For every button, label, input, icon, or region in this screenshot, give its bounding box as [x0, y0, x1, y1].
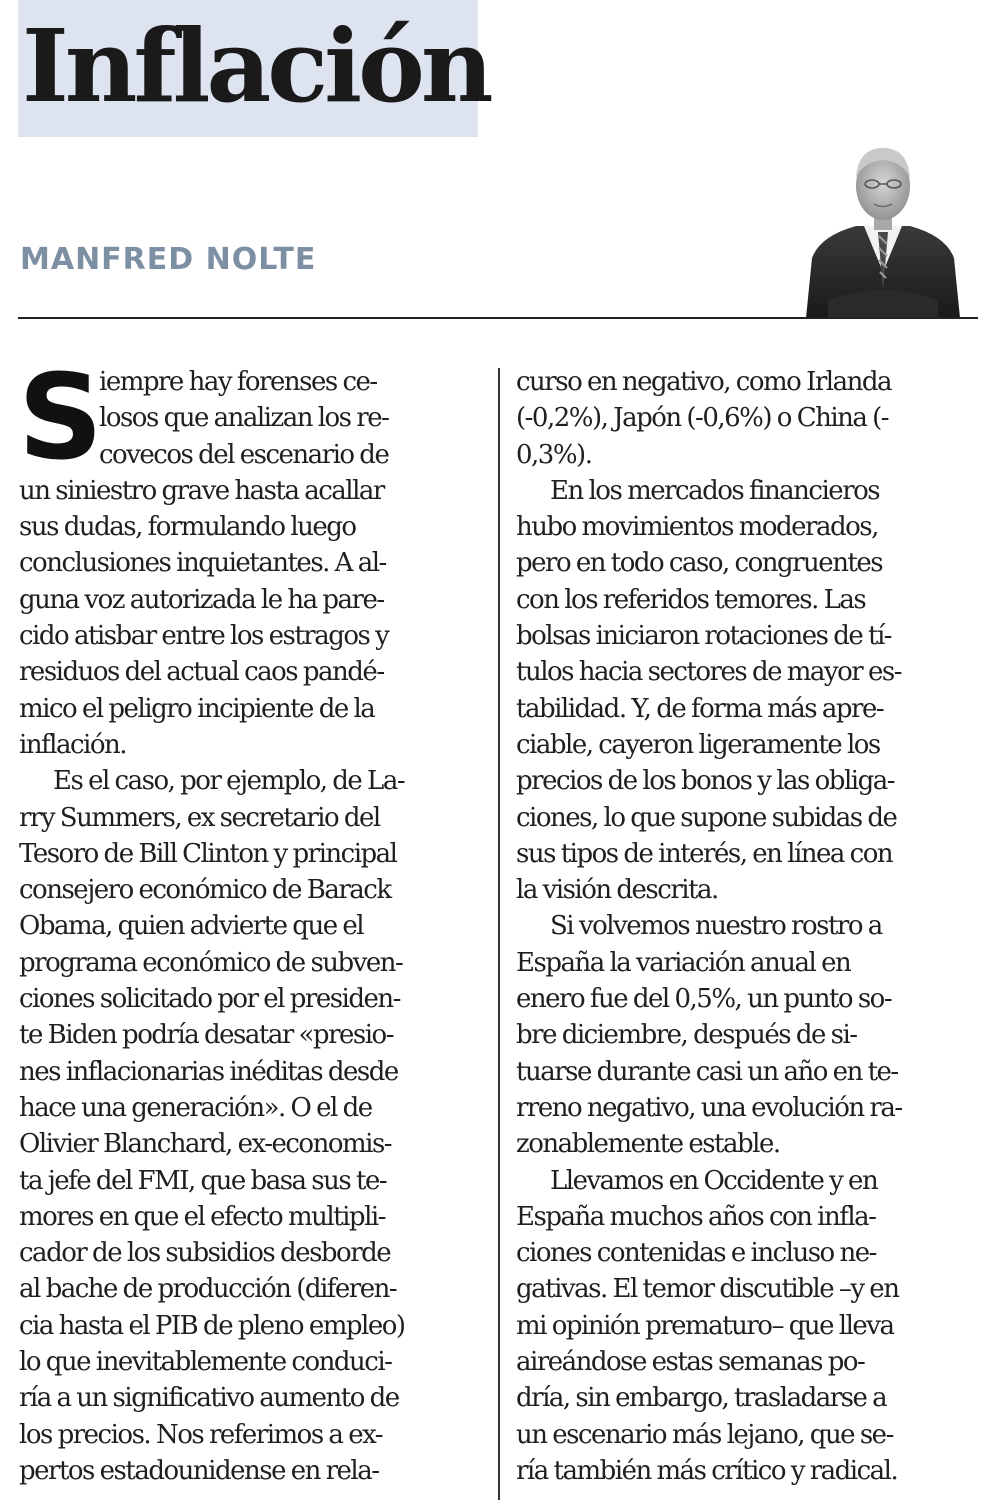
text-line: con los referidos temores. Las [516, 584, 866, 615]
text-line: sus dudas, formulando luego [19, 512, 356, 543]
drop-cap: S [18, 348, 103, 486]
text-line: enero fue del 0,5%, un punto so- [516, 984, 892, 1015]
text-line: precios de los bonos y las obliga- [516, 766, 895, 797]
text-line: un escenario más lejano, que se- [516, 1419, 893, 1450]
text-line: zonablemente estable. [516, 1129, 780, 1160]
text-line: mores en que el efecto multipli- [19, 1201, 385, 1232]
article-title: Inflación [22, 7, 490, 125]
text-line: programa económico de subven- [19, 947, 403, 978]
text-line: la visión descrita. [516, 875, 718, 906]
text-line: aireándose estas semanas po- [516, 1347, 865, 1378]
author-photo [798, 140, 968, 318]
text-line: te Biden podría desatar «presio- [19, 1020, 393, 1051]
text-line: cido atisbar entre los estragos y [19, 621, 389, 652]
text-line: Tesoro de Bill Clinton y principal [19, 838, 397, 869]
column-divider [498, 368, 500, 1500]
text-line: guna voz autorizada le ha pare- [19, 584, 384, 615]
text-line: ciones solicitado por el presiden- [19, 984, 400, 1015]
text-line: gativas. El temor discutible –y en [516, 1274, 899, 1305]
text-line: cador de los subsidios desborde [19, 1238, 391, 1269]
text-line: ciable, cayeron ligeramente los [516, 729, 880, 760]
text-line: rry Summers, ex secretario del [19, 802, 380, 833]
text-line: curso en negativo, como Irlanda [516, 367, 891, 397]
text-line: inflación. [19, 729, 127, 760]
text-line: iempre hay forenses ce- [99, 367, 377, 397]
text-line: ría también más crítico y radical. [516, 1455, 898, 1486]
text-line: un siniestro grave hasta acallar [19, 475, 384, 506]
author-name: MANFRED NOLTE [20, 242, 317, 277]
text-line: ciones contenidas e incluso ne- [516, 1238, 876, 1269]
text-line: dría, sin embargo, trasladarse a [516, 1383, 887, 1414]
text-line: tabilidad. Y, de forma más apre- [516, 693, 884, 724]
text-line: hubo movimientos moderados, [516, 512, 878, 543]
text-line: los precios. Nos referimos a ex- [19, 1419, 383, 1450]
text-line: ciones, lo que supone subidas de [516, 802, 897, 833]
text-line: España muchos años con infla- [516, 1201, 876, 1232]
text-line: consejero económico de Barack [19, 875, 391, 906]
text-line: tulos hacia sectores de mayor es- [516, 657, 901, 688]
text-line: Llevamos en Occidente y en [550, 1165, 878, 1196]
text-line: pertos estadounidense en rela- [19, 1455, 379, 1486]
text-line: cia hasta el PIB de pleno empleo) [19, 1310, 405, 1341]
text-line: bolsas iniciaron rotaciones de tí- [516, 621, 892, 652]
text-line: En los mercados financieros [550, 475, 880, 506]
text-line: Olivier Blanchard, ex-economis- [19, 1129, 392, 1160]
text-line: covecos del escenario de [99, 439, 389, 470]
text-line: mi opinión prematuro– que lleva [516, 1310, 894, 1341]
text-line: residuos del actual caos pandé- [19, 657, 384, 688]
text-line: Obama, quien advierte que el [19, 911, 364, 942]
article-column-left [19, 364, 479, 1489]
text-line: sus tipos de interés, en línea con [516, 838, 893, 869]
text-line: mico el peligro incipiente de la [19, 693, 375, 724]
text-line: 0,3%). [516, 439, 592, 470]
text-line: Es el caso, por ejemplo, de La- [53, 766, 405, 797]
text-line: España la variación anual en [516, 947, 851, 978]
text-line: lo que inevitablemente conduci- [19, 1347, 392, 1378]
text-line: ta jefe del FMI, que basa sus te- [19, 1165, 387, 1196]
text-line: ría a un significativo aumento de [19, 1383, 399, 1414]
text-line: bre diciembre, después de si- [516, 1020, 857, 1051]
article-column-right [516, 364, 974, 1489]
text-line: Si volvemos nuestro rostro a [550, 911, 882, 942]
text-line: losos que analizan los re- [99, 403, 389, 434]
header-divider [18, 317, 978, 319]
text-line: hace una generación». O el de [19, 1092, 372, 1123]
text-line: al bache de producción (diferen- [19, 1274, 397, 1305]
text-line: pero en todo caso, congruentes [516, 548, 883, 579]
text-line: conclusiones inquietantes. A al- [19, 548, 386, 579]
text-line: (-0,2%), Japón (-0,6%) o China (- [516, 403, 889, 434]
text-line: rreno negativo, una evolución ra- [516, 1092, 902, 1123]
text-line: nes inflacionarias inéditas desde [19, 1056, 398, 1087]
text-line: tuarse durante casi un año en te- [516, 1056, 898, 1087]
